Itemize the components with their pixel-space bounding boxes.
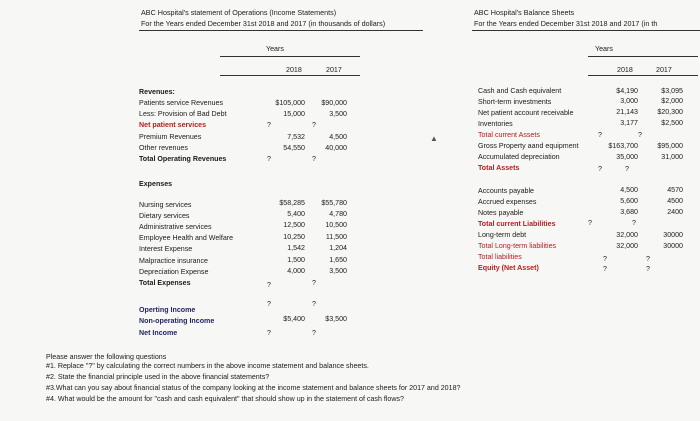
value-2017: $90,000 — [321, 99, 347, 107]
value-2017: 4570 — [667, 186, 683, 194]
row-label: Employee Health and Welfare — [139, 234, 234, 242]
row-label: Notes payable — [478, 209, 524, 217]
value-2018: 32,000 — [616, 242, 638, 250]
value-2017: 3,500 — [329, 267, 347, 275]
value-2017: 11,500 — [325, 233, 347, 241]
value-2017: ? — [638, 131, 642, 139]
balance-subtitle: For the Years ended December 31st 2018 and 2017 (in th — [474, 19, 658, 28]
income-title: ABC Hospital's statement of Operations (Income Statements) — [141, 8, 337, 17]
income-subtitle: For the Years ended December 31st 2018 and 2017 (in thousands of dollars) — [141, 19, 386, 28]
value-2017: ? — [312, 300, 316, 308]
value-2018: 3,680 — [620, 208, 638, 216]
value-2018: 15,000 — [283, 110, 305, 118]
row-label: Net patient services — [139, 121, 207, 129]
value-2017: $95,000 — [657, 142, 683, 150]
row-label: Patients service Revenues — [139, 99, 223, 107]
question-4: #4. What would be the amount for "cash and cash equivalent" that should show up in the statement of cash flows? — [46, 395, 404, 403]
revenues-heading: Revenues: — [139, 88, 175, 96]
value-2017: 10,500 — [325, 221, 347, 229]
row-label: Accumulated depreciation — [478, 153, 560, 161]
expenses-heading: Expenses — [139, 180, 173, 188]
value-2017: 4,500 — [329, 133, 347, 141]
row-label: Net patient account receivable — [478, 109, 574, 117]
divider — [588, 56, 698, 57]
value-2017: ? — [312, 155, 316, 163]
value-2018: ? — [598, 131, 602, 139]
row-label: Premium Revenues — [139, 133, 202, 141]
row-label: Less: Provision of Bad Debt — [139, 110, 227, 118]
row-label: Nursing services — [139, 201, 192, 209]
row-label: Total Expenses — [139, 279, 191, 287]
row-label: Short-term investments — [478, 98, 552, 106]
value-2018: $163,700 — [608, 142, 638, 150]
value-2018: ? — [603, 255, 607, 263]
value-2018: $58,285 — [279, 199, 305, 207]
row-label: Net Income — [139, 329, 178, 337]
value-2018: $4,190 — [616, 87, 638, 95]
divider — [220, 75, 360, 76]
value-2018: ? — [603, 265, 607, 273]
question-2: #2. State the financial principle used in the above financial statements? — [46, 373, 270, 381]
value-2018: 10,250 — [283, 233, 305, 241]
cursor-icon: ▲ — [430, 134, 438, 143]
question-3: #3.What can you say about financial status of the company looking at the income statement and balance sheets for 2017 and 2018? — [46, 384, 461, 392]
value-2018: 3,000 — [620, 97, 638, 105]
value-2018: 32,000 — [616, 231, 638, 239]
row-label: Total Assets — [478, 164, 520, 172]
value-2017: $20,300 — [657, 108, 683, 116]
value-2018: 1,542 — [287, 244, 305, 252]
value-2017: ? — [312, 121, 316, 129]
value-2018: 3,177 — [620, 119, 638, 127]
row-label: Interest Expense — [139, 245, 193, 253]
value-2017: 1,204 — [329, 244, 347, 252]
row-label: Other revenues — [139, 144, 188, 152]
row-label: Depreciation Expense — [139, 268, 209, 276]
value-2018: ? — [267, 300, 271, 308]
value-2017: 2400 — [667, 208, 683, 216]
value-2018: 12,500 — [283, 221, 305, 229]
value-2018: 7,532 — [287, 133, 305, 141]
value-2018: ? — [267, 281, 271, 289]
value-2018: $105,000 — [275, 99, 305, 107]
value-2018: ? — [267, 155, 271, 163]
row-label: Total current Assets — [478, 131, 540, 139]
value-2018: 21,143 — [616, 108, 638, 116]
divider — [220, 56, 360, 57]
value-2017: 30000 — [663, 231, 683, 239]
divider — [472, 30, 700, 31]
row-label: Cash and Cash equivalent — [478, 87, 562, 95]
value-2017: 4500 — [667, 197, 683, 205]
value-2018: 54,550 — [283, 144, 305, 152]
year-2017: 2017 — [656, 66, 672, 74]
value-2017: 1,650 — [329, 256, 347, 264]
value-2017: $55,780 — [321, 199, 347, 207]
value-2017: ? — [646, 265, 650, 273]
row-label: Accounts payable — [478, 187, 534, 195]
value-2017: ? — [312, 279, 316, 287]
value-2017: 4,780 — [329, 210, 347, 218]
value-2018: 35,000 — [616, 153, 638, 161]
row-label: Gross Property aand equipment — [478, 142, 579, 150]
row-label: Administrative services — [139, 223, 212, 231]
value-2018: 1,500 — [287, 256, 305, 264]
question-1: #1. Replace "?" by calculating the correct numbers in the above income statement and balance sheets. — [46, 362, 369, 370]
value-2018: ? — [598, 165, 602, 173]
value-2017: $2,000 — [661, 97, 683, 105]
value-2018: 5,400 — [287, 210, 305, 218]
value-2017: ? — [625, 165, 629, 173]
value-2018: 4,500 — [620, 186, 638, 194]
year-2018: 2018 — [286, 66, 302, 74]
value-2017: $2,500 — [661, 119, 683, 127]
row-label: Total Operating Revenues — [139, 155, 227, 163]
questions-heading: Please answer the following questions — [46, 353, 167, 361]
value-2018: ? — [588, 219, 592, 227]
years-label: Years — [266, 45, 284, 53]
value-2017: 40,000 — [325, 144, 347, 152]
row-label: Malpractice insurance — [139, 257, 208, 265]
row-label: Long-term debt — [478, 231, 527, 239]
row-label: Inventories — [478, 120, 513, 128]
row-label: Total current Liabilities — [478, 220, 556, 228]
row-label: Equity (Net Asset) — [478, 264, 539, 272]
year-2018: 2018 — [617, 66, 633, 74]
divider — [139, 30, 423, 31]
year-2017: 2017 — [326, 66, 342, 74]
row-label: Operting Income — [139, 306, 196, 314]
value-2017: ? — [632, 219, 636, 227]
value-2017: 3,500 — [329, 110, 347, 118]
value-2018: 5,600 — [620, 197, 638, 205]
value-2017: 31,000 — [661, 153, 683, 161]
value-2018: 4,000 — [287, 267, 305, 275]
row-label: Total liabilities — [478, 253, 522, 261]
value-2018: ? — [267, 329, 271, 337]
value-2017: $3,500 — [325, 315, 347, 323]
value-2017: ? — [312, 329, 316, 337]
row-label: Total Long-term liabilities — [478, 242, 557, 250]
value-2018: $5,400 — [283, 315, 305, 323]
row-label: Non-operating Income — [139, 317, 215, 325]
value-2017: ? — [646, 255, 650, 263]
years-label: Years — [595, 45, 613, 53]
divider — [588, 75, 698, 76]
value-2018: ? — [267, 121, 271, 129]
value-2017: 30000 — [663, 242, 683, 250]
row-label: Accrued expenses — [478, 198, 537, 206]
row-label: Dietary services — [139, 212, 190, 220]
balance-title: ABC Hospital's Balance Sheets — [474, 8, 575, 17]
value-2017: $3,095 — [661, 87, 683, 95]
